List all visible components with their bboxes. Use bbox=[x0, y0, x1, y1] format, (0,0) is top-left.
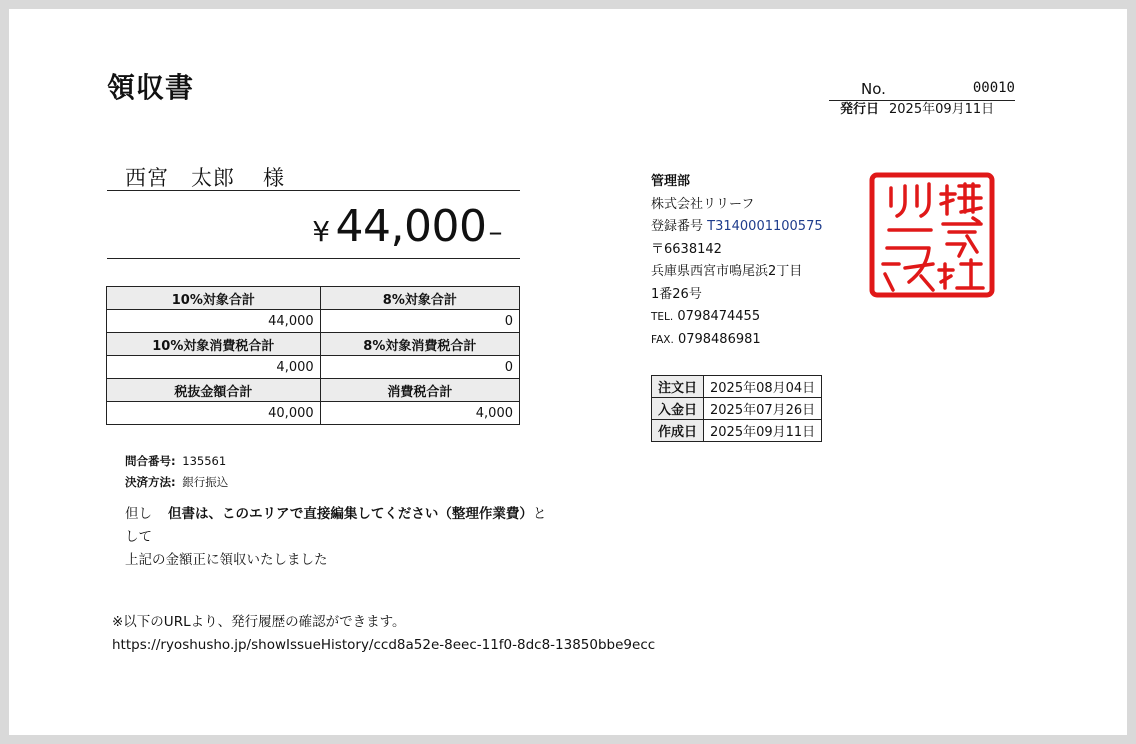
proviso-suffix: として bbox=[125, 506, 547, 545]
date-label: 入金日 bbox=[652, 398, 704, 420]
table-cell: 4,000 bbox=[320, 402, 519, 425]
dates-table bbox=[651, 375, 822, 442]
table-row bbox=[652, 376, 822, 398]
recipient-honorific: 様 bbox=[263, 166, 284, 190]
amount-suffix: – bbox=[488, 215, 502, 248]
tel-number: 0798474455 bbox=[677, 309, 761, 324]
proviso-text bbox=[125, 503, 555, 549]
amount-value: 44,000 bbox=[335, 201, 487, 252]
date-value: 2025年09月11日 bbox=[704, 420, 822, 442]
proviso-body[interactable]: 但書は、このエリアで直接編集してください（整理作業費） bbox=[168, 506, 533, 522]
table-row bbox=[107, 379, 520, 402]
recipient-row bbox=[107, 162, 520, 191]
receipt-number-label: No. bbox=[861, 80, 886, 98]
date-value: 2025年08月04日 bbox=[704, 376, 822, 398]
inquiry-number-value: 135561 bbox=[182, 454, 227, 468]
company-seal bbox=[869, 172, 995, 302]
payment-meta bbox=[125, 451, 228, 493]
table-header-cell: 8%対象消費税合計 bbox=[320, 333, 519, 356]
table-cell: 0 bbox=[320, 310, 519, 333]
table-cell: 0 bbox=[320, 356, 519, 379]
payment-method-value: 銀行振込 bbox=[182, 475, 229, 489]
proviso-prefix: 但し bbox=[125, 506, 152, 522]
issuer-address-1: 兵庫県西宮市鳴尾浜2丁目 bbox=[651, 264, 803, 279]
document-title: 領収書 bbox=[107, 71, 195, 104]
table-header-cell: 8%対象合計 bbox=[320, 287, 519, 310]
fax-number: 0798486981 bbox=[677, 331, 761, 347]
payment-method-row bbox=[125, 472, 228, 493]
date-label: 作成日 bbox=[652, 420, 704, 442]
table-row bbox=[107, 333, 520, 356]
receipt-number-value: 00010 bbox=[972, 80, 1015, 96]
history-url[interactable]: https://ryoshusho.jp/showIssueHistory/ccd8a52e-8eec-11f0-8dc8-13850bbe9ecc bbox=[112, 637, 656, 653]
company-seal-stamp bbox=[869, 172, 995, 298]
currency-symbol: ¥ bbox=[312, 215, 330, 248]
total-amount bbox=[312, 201, 502, 252]
issuer-info bbox=[651, 171, 823, 351]
issue-history bbox=[112, 611, 655, 657]
tel-row bbox=[651, 306, 823, 329]
recipient-name: 西宮 太郎 bbox=[125, 166, 235, 190]
registration-row bbox=[651, 216, 823, 239]
table-row bbox=[107, 310, 520, 333]
date-label: 注文日 bbox=[652, 376, 704, 398]
inquiry-number-row bbox=[125, 451, 228, 472]
table-header-cell: 消費税合計 bbox=[320, 379, 519, 402]
issuer-department: 管理部 bbox=[651, 174, 691, 189]
inquiry-number-label: 問合番号: bbox=[125, 454, 176, 468]
proviso-note bbox=[125, 503, 555, 572]
history-notice: ※以下のURLより、発行履歴の確認ができます。 bbox=[112, 614, 406, 630]
issuer-postal: 〒6638142 bbox=[651, 241, 722, 257]
table-cell: 4,000 bbox=[107, 356, 321, 379]
fax-label: FAX. bbox=[651, 333, 674, 346]
table-row bbox=[107, 402, 520, 425]
table-header-cell: 10%対象合計 bbox=[107, 287, 321, 310]
table-header-cell: 10%対象消費税合計 bbox=[107, 333, 321, 356]
issuer-company: 株式会社リリーフ bbox=[651, 196, 755, 212]
table-cell: 44,000 bbox=[107, 310, 321, 333]
issue-date-row bbox=[840, 98, 994, 117]
table-row bbox=[107, 356, 520, 379]
registration-number: T3140001100575 bbox=[707, 219, 823, 234]
table-row bbox=[107, 287, 520, 310]
payment-method-label: 決済方法: bbox=[125, 475, 176, 489]
issuer-address-2: 1番26号 bbox=[651, 286, 702, 302]
tel-label: TEL. bbox=[651, 311, 674, 323]
proviso-line2: 上記の金額正に領収いたしました bbox=[125, 552, 328, 568]
issue-date-label: 発行日 bbox=[840, 102, 880, 117]
registration-label: 登録番号 bbox=[651, 219, 704, 234]
tax-summary-table bbox=[106, 286, 520, 425]
fax-row bbox=[651, 329, 823, 352]
table-header-cell: 税抜金額合計 bbox=[107, 379, 321, 402]
table-row bbox=[652, 398, 822, 420]
date-value: 2025年07月26日 bbox=[704, 398, 822, 420]
table-row bbox=[652, 420, 822, 442]
table-cell: 40,000 bbox=[107, 402, 321, 425]
issue-date-value: 2025年09月11日 bbox=[889, 102, 995, 117]
amount-row bbox=[107, 198, 520, 259]
